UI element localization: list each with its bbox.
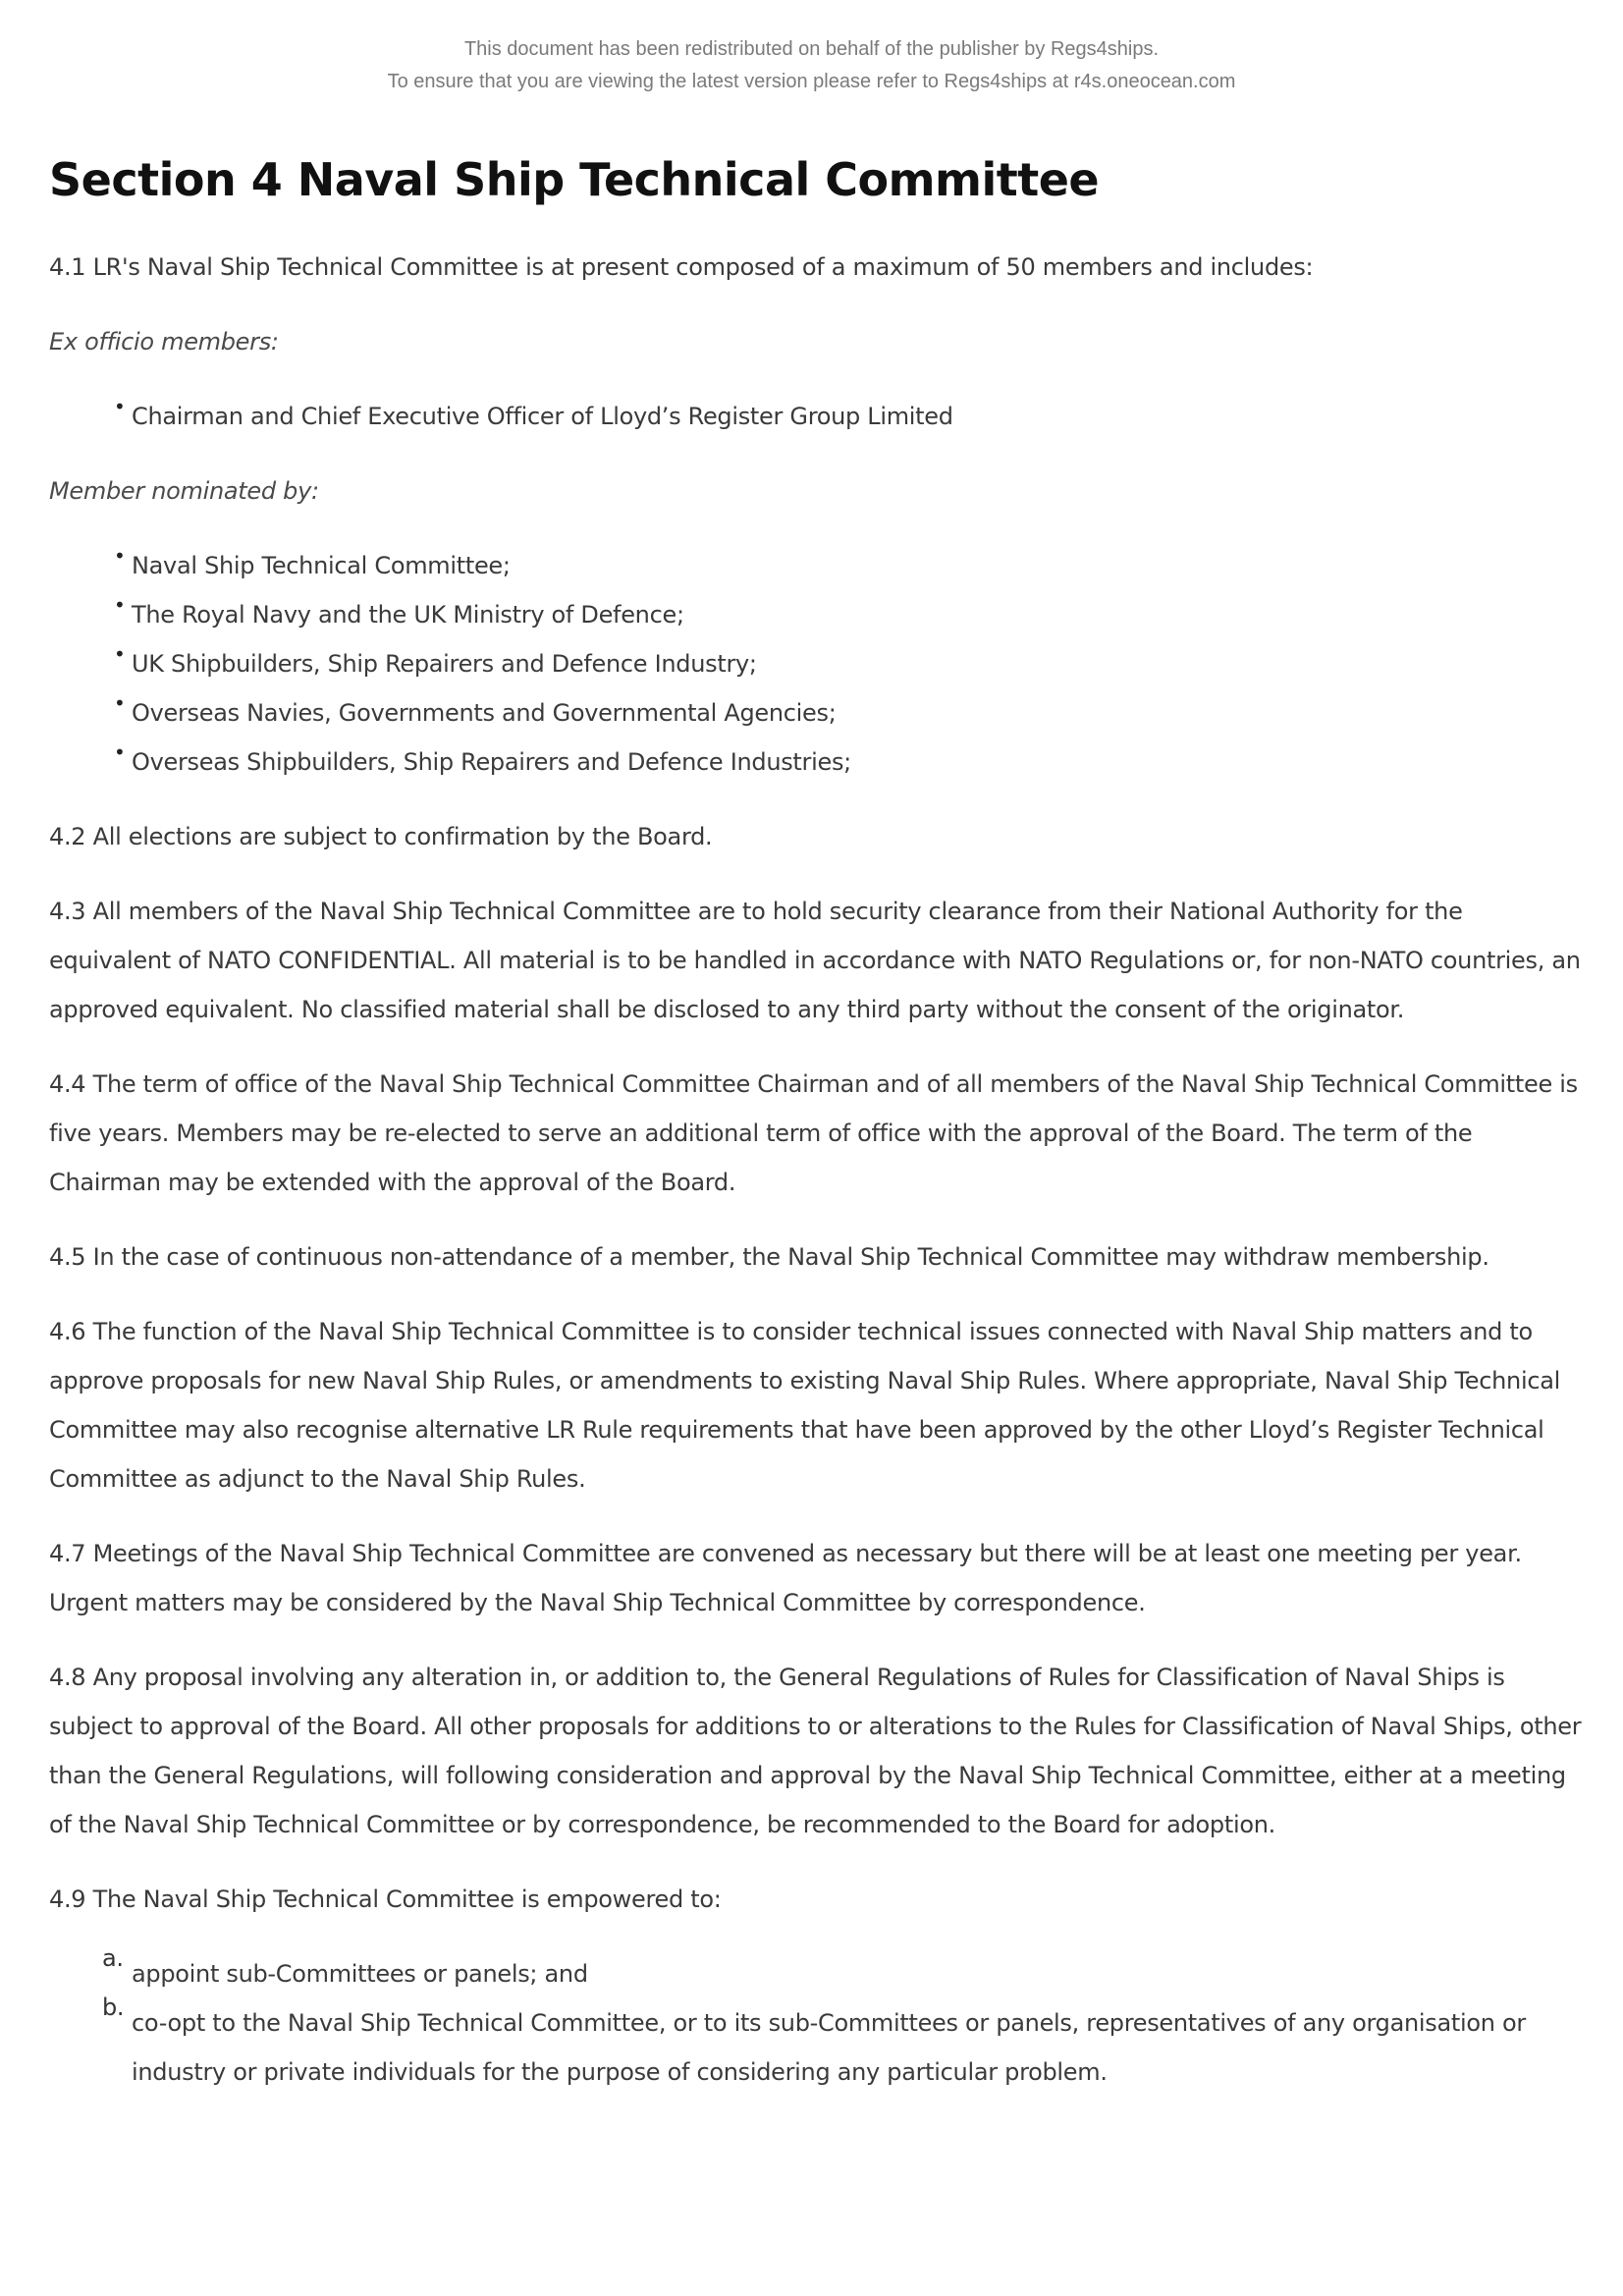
list-item: [102, 1944, 1591, 1998]
banner-line-1: This document has been redistributed on behalf of the publisher by Regs4ships.: [463, 38, 1160, 60]
paragraph-4-7: 4.7 Meetings of the Naval Ship Technical Committee are convened as necessary but there will be at least one meeting per year. Urgent matters may be considered by the Naval Ship Technical Committee by correspondence.: [49, 1540, 1522, 1616]
ex-officio-list: [49, 392, 1591, 441]
paragraph-4-2: 4.2 All elections are subject to confirmation by the Board.: [49, 823, 713, 850]
list-item-text: Overseas Shipbuilders, Ship Repairers and Defence Industries;: [132, 748, 851, 776]
bullet-icon: •: [114, 691, 126, 715]
list-item: [114, 738, 1591, 787]
list-item-text: Chairman and Chief Executive Officer of Lloyd’s Register Group Limited: [132, 403, 953, 430]
list-item: [102, 1994, 1591, 2097]
list-item: [114, 392, 1591, 441]
redistribution-banner: [0, 33, 1623, 98]
list-item: [114, 590, 1591, 639]
section-title: Section 4 Naval Ship Technical Committee: [49, 153, 1100, 206]
list-marker: a.: [102, 1944, 124, 1972]
paragraph-4-4: 4.4 The term of office of the Naval Ship Technical Committee Chairman and of all members of the Naval Ship Technical Committee is five years. Members may be re-elected to serve an additional term of office with the approval of the Board. The term of the Chairman may be extended with the approval of the Board.: [49, 1070, 1578, 1196]
bullet-icon: •: [114, 544, 126, 568]
list-item-text: Overseas Navies, Governments and Governmental Agencies;: [132, 699, 837, 727]
bullet-icon: •: [114, 740, 126, 764]
paragraph-4-6: 4.6 The function of the Naval Ship Technical Committee is to consider technical issues connected with Naval Ship matters and to approve proposals for new Naval Ship Rules, or amendments to existing Naval Ship Rules. Where appropriate, Naval Ship Technical Committee may also recognise alternative LR Rule requirements that have been approved by the other Lloyd’s Register Technical Committee as adjunct to the Naval Ship Rules.: [49, 1318, 1561, 1493]
list-item-text: UK Shipbuilders, Ship Repairers and Defence Industry;: [132, 650, 757, 678]
paragraph-4-9: 4.9 The Naval Ship Technical Committee is empowered to:: [49, 1886, 722, 1913]
list-marker: b.: [102, 1994, 125, 2021]
nominated-list: [49, 541, 1591, 787]
paragraph-4-8: 4.8 Any proposal involving any alteration in, or addition to, the General Regulations of Rules for Classification of Naval Ships is subject to approval of the Board. All other proposals for additions to or alterations to the Rules for Classification of Naval Ships, other than the General Regulations, will following consideration and approval by the Naval Ship Technical Committee, either at a meeting of the Naval Ship Technical Committee or by correspondence, be recommended to the Board for adoption.: [49, 1664, 1582, 1838]
bullet-icon: •: [114, 593, 126, 617]
list-item-text: co-opt to the Naval Ship Technical Committee, or to its sub-Committees or panels, representatives of any organisation or industry or private individuals for the purpose of considering any particular problem.: [132, 2009, 1526, 2086]
powers-list: [49, 1944, 1591, 2097]
banner-line-2: To ensure that you are viewing the latest version please refer to Regs4ships at r4s.oneocean.com: [387, 71, 1236, 92]
ex-officio-label: Ex officio members:: [49, 328, 279, 355]
document-body: [49, 152, 1591, 2122]
paragraph-4-5: 4.5 In the case of continuous non-attendance of a member, the Naval Ship Technical Committee may withdraw membership.: [49, 1243, 1489, 1271]
list-item-text: The Royal Navy and the UK Ministry of Defence;: [132, 601, 684, 629]
nominated-label: Member nominated by:: [49, 477, 319, 505]
list-item: [114, 541, 1591, 590]
list-item: [114, 639, 1591, 688]
list-item-text: appoint sub-Committees or panels; and: [132, 1960, 588, 1988]
list-item: [114, 688, 1591, 738]
list-item-text: Naval Ship Technical Committee;: [132, 552, 511, 579]
paragraph-4-1: 4.1 LR's Naval Ship Technical Committee is at present composed of a maximum of 50 members and includes:: [49, 253, 1314, 281]
bullet-icon: •: [114, 395, 126, 418]
paragraph-4-3: 4.3 All members of the Naval Ship Technical Committee are to hold security clearance from their National Authority for the equivalent of NATO CONFIDENTIAL. All material is to be handled in accordance with NATO Regulations or, for non-NATO countries, an approved equivalent. No classified material shall be disclosed to any third party without the consent of the originator.: [49, 898, 1581, 1023]
bullet-icon: •: [114, 642, 126, 666]
